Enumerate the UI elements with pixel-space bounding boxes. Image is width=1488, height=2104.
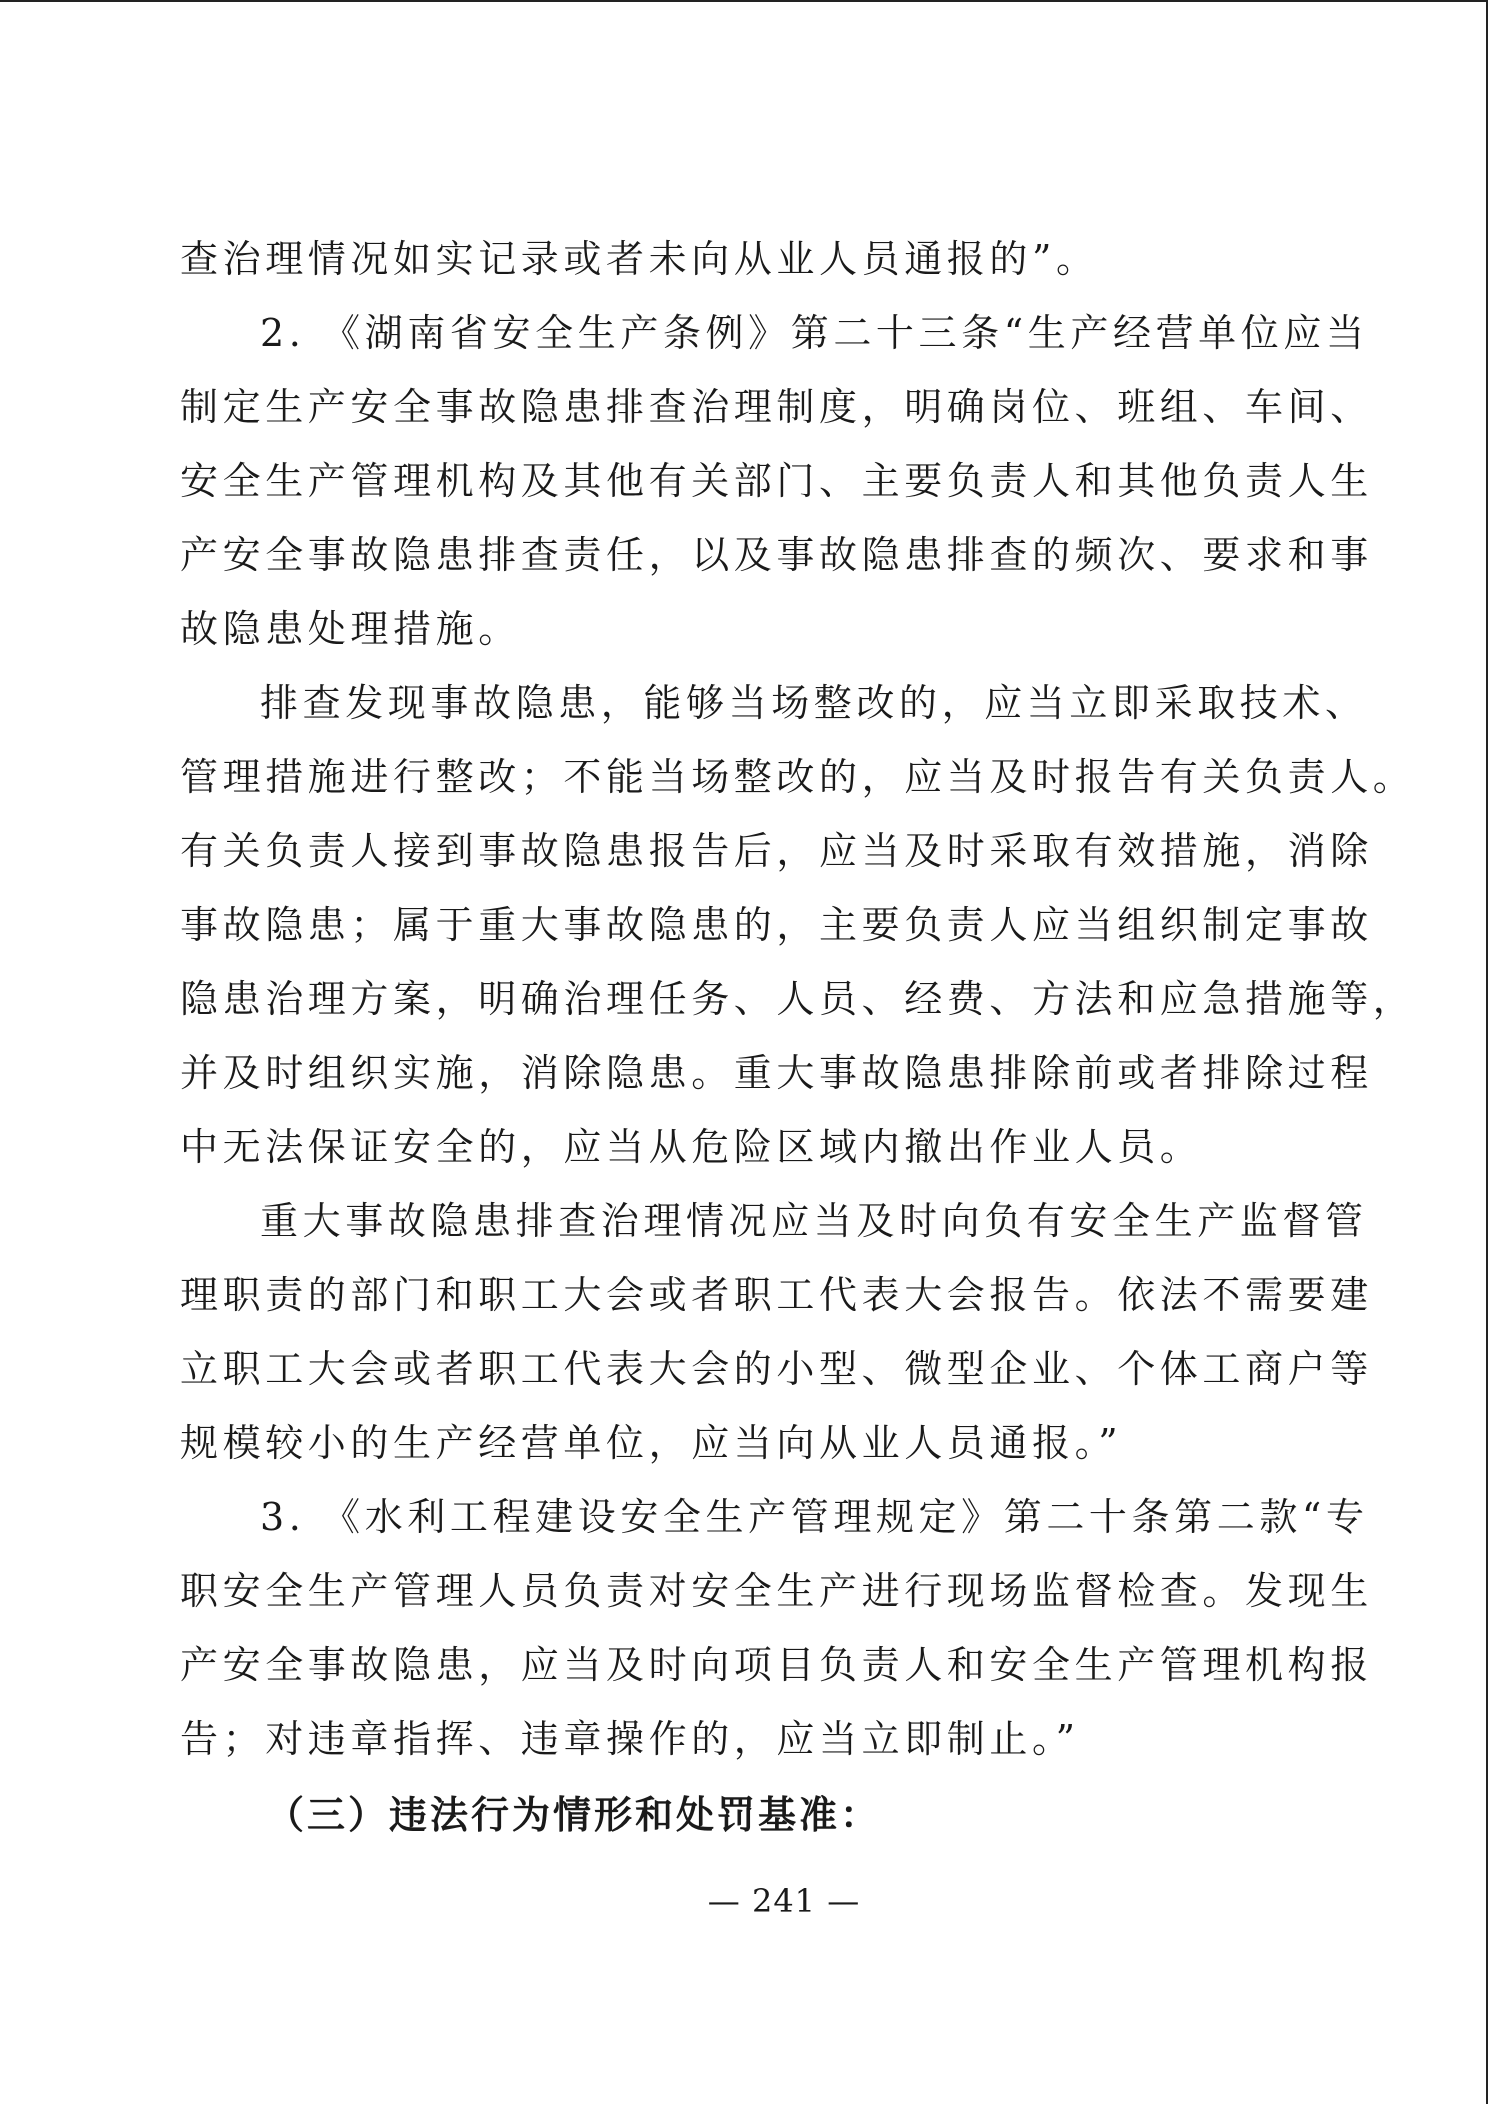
text-line: 管理措施进行整改；不能当场整改的，应当及时报告有关负责人。: [180, 755, 1416, 799]
text-line: 查治理情况如实记录或者未向从业人员通报的”。: [180, 237, 1099, 281]
text-line: 制定生产安全事故隐患排查治理制度，明确岗位、班组、车间、: [180, 385, 1373, 429]
text-line: 故隐患处理措施。: [180, 607, 521, 651]
text-line: 产安全事故隐患，应当及时向项目负责人和安全生产管理机构报: [180, 1643, 1373, 1687]
text-line: 规模较小的生产经营单位，应当向从业人员通报。”: [180, 1421, 1123, 1465]
text-line: 事故隐患；属于重大事故隐患的，主要负责人应当组织制定事故: [180, 903, 1373, 947]
text-line: 3. 《水利工程建设安全生产管理规定》第二十条第二款“专: [260, 1495, 1369, 1539]
section-heading: （三）违法行为情形和处罚基准：: [266, 1792, 882, 1837]
page-border-top: [0, 0, 1488, 2]
text-line: 重大事故隐患排查治理情况应当及时向负有安全生产监督管: [260, 1199, 1368, 1243]
text-line: 立职工大会或者职工代表大会的小型、微型企业、个体工商户等: [180, 1347, 1373, 1391]
text-line: 理职责的部门和职工大会或者职工代表大会报告。依法不需要建: [180, 1273, 1373, 1317]
text-line: 有关负责人接到事故隐患报告后，应当及时采取有效措施，消除: [180, 829, 1373, 873]
text-line: 告；对违章指挥、违章操作的，应当立即制止。”: [180, 1717, 1080, 1761]
text-line: 隐患治理方案，明确治理任务、人员、经费、方法和应急措施等，: [180, 977, 1416, 1021]
text-line: 2. 《湖南省安全生产条例》第二十三条“生产经营单位应当: [260, 311, 1369, 355]
text-line: 职安全生产管理人员负责对安全生产进行现场监督检查。发现生: [180, 1569, 1373, 1613]
text-line: 排查发现事故隐患，能够当场整改的，应当立即采取技术、: [260, 681, 1368, 725]
text-line: 产安全事故隐患排查责任，以及事故隐患排查的频次、要求和事: [180, 533, 1373, 577]
text-line: 安全生产管理机构及其他有关部门、主要负责人和其他负责人生: [180, 459, 1373, 503]
document-body: [180, 222, 1416, 1854]
text-line: 并及时组织实施，消除隐患。重大事故隐患排除前或者排除过程: [180, 1051, 1373, 1095]
text-line: 中无法保证安全的，应当从危险区域内撤出作业人员。: [180, 1125, 1203, 1169]
page-number: — 241 —: [707, 1882, 861, 1920]
